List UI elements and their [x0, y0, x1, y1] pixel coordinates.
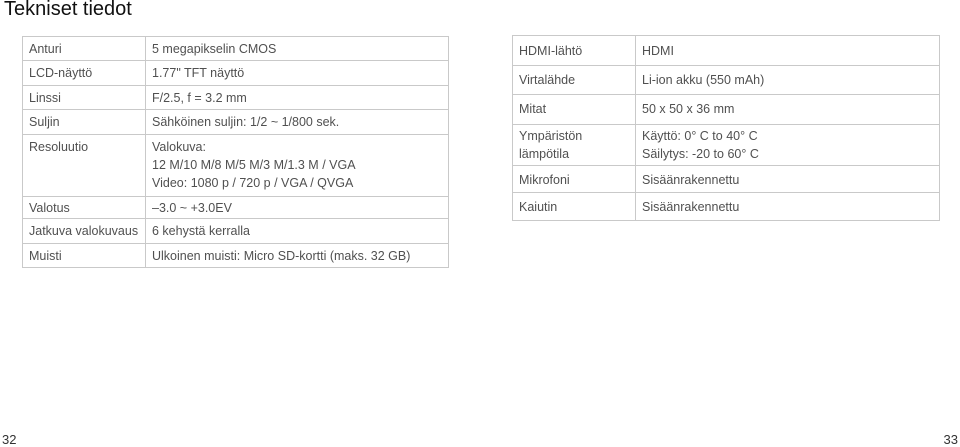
page-number-right: 33	[943, 432, 958, 447]
table-row	[513, 166, 940, 193]
spec-value: –3.0 ~ +3.0EV	[146, 197, 449, 219]
spec-value: Li-ion akku (550 mAh)	[636, 66, 940, 95]
spec-label: Anturi	[23, 37, 146, 61]
spec-value: Käyttö: 0° C to 40° C Säilytys: -20 to 60° C	[636, 125, 940, 166]
spec-value: Sisäänrakennettu	[636, 193, 940, 221]
spec-label: Resoluutio	[23, 135, 146, 197]
spec-value: 5 megapikselin CMOS	[146, 37, 449, 61]
spec-value: 1.77" TFT näyttö	[146, 61, 449, 86]
spec-label: Jatkuva valokuvaus	[23, 219, 146, 244]
spec-value: Sisäänrakennettu	[636, 166, 940, 193]
table-row	[23, 244, 449, 268]
table-row	[513, 125, 940, 166]
table-row	[23, 219, 449, 244]
table-row	[23, 110, 449, 135]
specs-table-right	[512, 35, 940, 221]
spec-label: Suljin	[23, 110, 146, 135]
table-row	[23, 86, 449, 110]
spec-label: Valotus	[23, 197, 146, 219]
table-row	[513, 36, 940, 66]
spec-label: Virtalähde	[513, 66, 636, 95]
spec-label: Mikrofoni	[513, 166, 636, 193]
spec-value: 6 kehystä kerralla	[146, 219, 449, 244]
spec-label: Muisti	[23, 244, 146, 268]
spec-value: F/2.5, f = 3.2 mm	[146, 86, 449, 110]
spec-value: Sähköinen suljin: 1/2 ~ 1/800 sek.	[146, 110, 449, 135]
spec-label: Kaiutin	[513, 193, 636, 221]
spec-label: HDMI-lähtö	[513, 36, 636, 66]
table-row	[23, 37, 449, 61]
table-row	[23, 197, 449, 219]
spec-value: Valokuva: 12 M/10 M/8 M/5 M/3 M/1.3 M / VGA Video: 1080 p / 720 p / VGA / QVGA	[146, 135, 449, 197]
table-row	[513, 66, 940, 95]
spec-label: Mitat	[513, 95, 636, 125]
table-row	[23, 135, 449, 197]
specs-table-left	[22, 36, 449, 268]
spec-label: Linssi	[23, 86, 146, 110]
table-row	[513, 95, 940, 125]
page-title: Tekniset tiedot	[4, 0, 132, 20]
table-row	[23, 61, 449, 86]
page-number-left: 32	[2, 432, 17, 447]
table-row	[513, 193, 940, 221]
spec-value: Ulkoinen muisti: Micro SD-kortti (maks. 32 GB)	[146, 244, 449, 268]
spec-value: HDMI	[636, 36, 940, 66]
spec-label: Ympäristön lämpötila	[513, 125, 636, 166]
spec-label: LCD-näyttö	[23, 61, 146, 86]
spec-value: 50 x 50 x 36 mm	[636, 95, 940, 125]
